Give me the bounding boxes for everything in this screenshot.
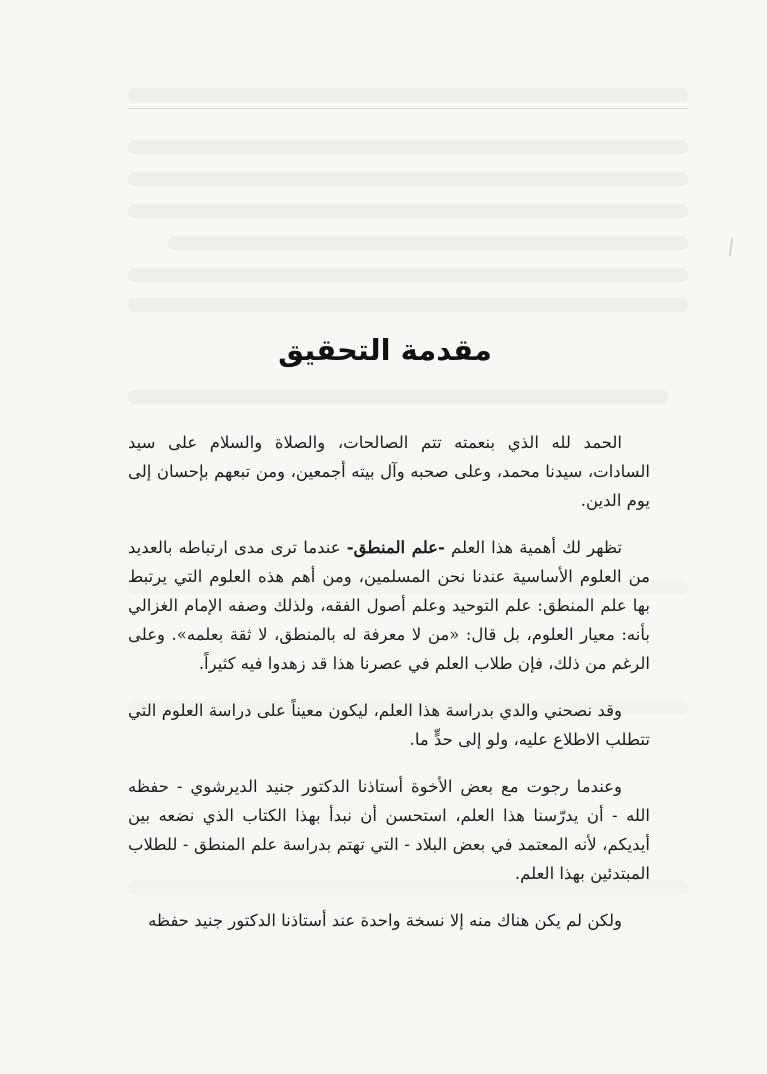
paragraph-single-copy: ولكن لم يكن هناك منه إلا نسخة واحدة عند أستاذنا الدكتور جنيد حفظه: [148, 911, 622, 930]
show-through-rule: [128, 108, 688, 109]
show-through-line: [128, 298, 688, 312]
show-through-line: [128, 268, 688, 282]
paragraph-importance-rest: عندما ترى مدى ارتباطه بالعديد من العلوم الأساسية عندنا نحن المسلمين، ومن أهم هذه العلوم التي يرتبط بها علم المنطق: علم التوحيد وعلم أصول الفقه، ولذلك وصفه الإمام الغزالي بأنه: معيار العلوم، بل قال: «من لا معرفة له بالمنطق، لا ثقة بعلمه». وعلى الرغم من ذلك، فإن طلاب العلم في عصرنا هذا قد زهدوا فيه كثيراً.: [128, 538, 650, 673]
show-through-line: [128, 140, 688, 154]
paragraph-opening: الحمد لله الذي بنعمته تتم الصالحات، والصلاة والسلام على سيد السادات، سيدنا محمد، وعلى صحبه وآل بيته أجمعين، ومن تبعهم بإحسان إلى يوم الدين.: [128, 433, 650, 510]
show-through-line: [168, 236, 688, 250]
show-through-line: [128, 88, 688, 102]
show-through-line: [128, 204, 688, 218]
body-text: [128, 428, 650, 953]
paper-mark: [729, 238, 733, 256]
show-through-line: [128, 172, 688, 186]
paragraph-father-advice: وقد نصحني والدي بدراسة هذا العلم، ليكون معيناً على دراسة العلوم التي تتطلب الاطلاع عليه، ولو إلى حدٍّ ما.: [128, 701, 650, 749]
paragraph-teacher-request: وعندما رجوت مع بعض الأخوة أستاذنا الدكتور جنيد الديرشوي - حفظه الله - أن يدرّسنا هذا العلم، استحسن أن نبدأ بهذا الكتاب الذي نضعه بين أيديكم، لأنه المعتمد في بعض البلاد - التي تهتم بدراسة علم المنطق - للطلاب المبتدئين بهذا العلم.: [128, 777, 650, 883]
highlighted-term: -علم المنطق-: [346, 538, 445, 557]
page-title: مقدمة التحقيق: [278, 333, 492, 367]
paragraph-importance: [128, 533, 650, 678]
show-through-line: [128, 390, 668, 404]
paragraph-importance-lead: تظهر لك أهمية هذا العلم: [444, 538, 622, 557]
